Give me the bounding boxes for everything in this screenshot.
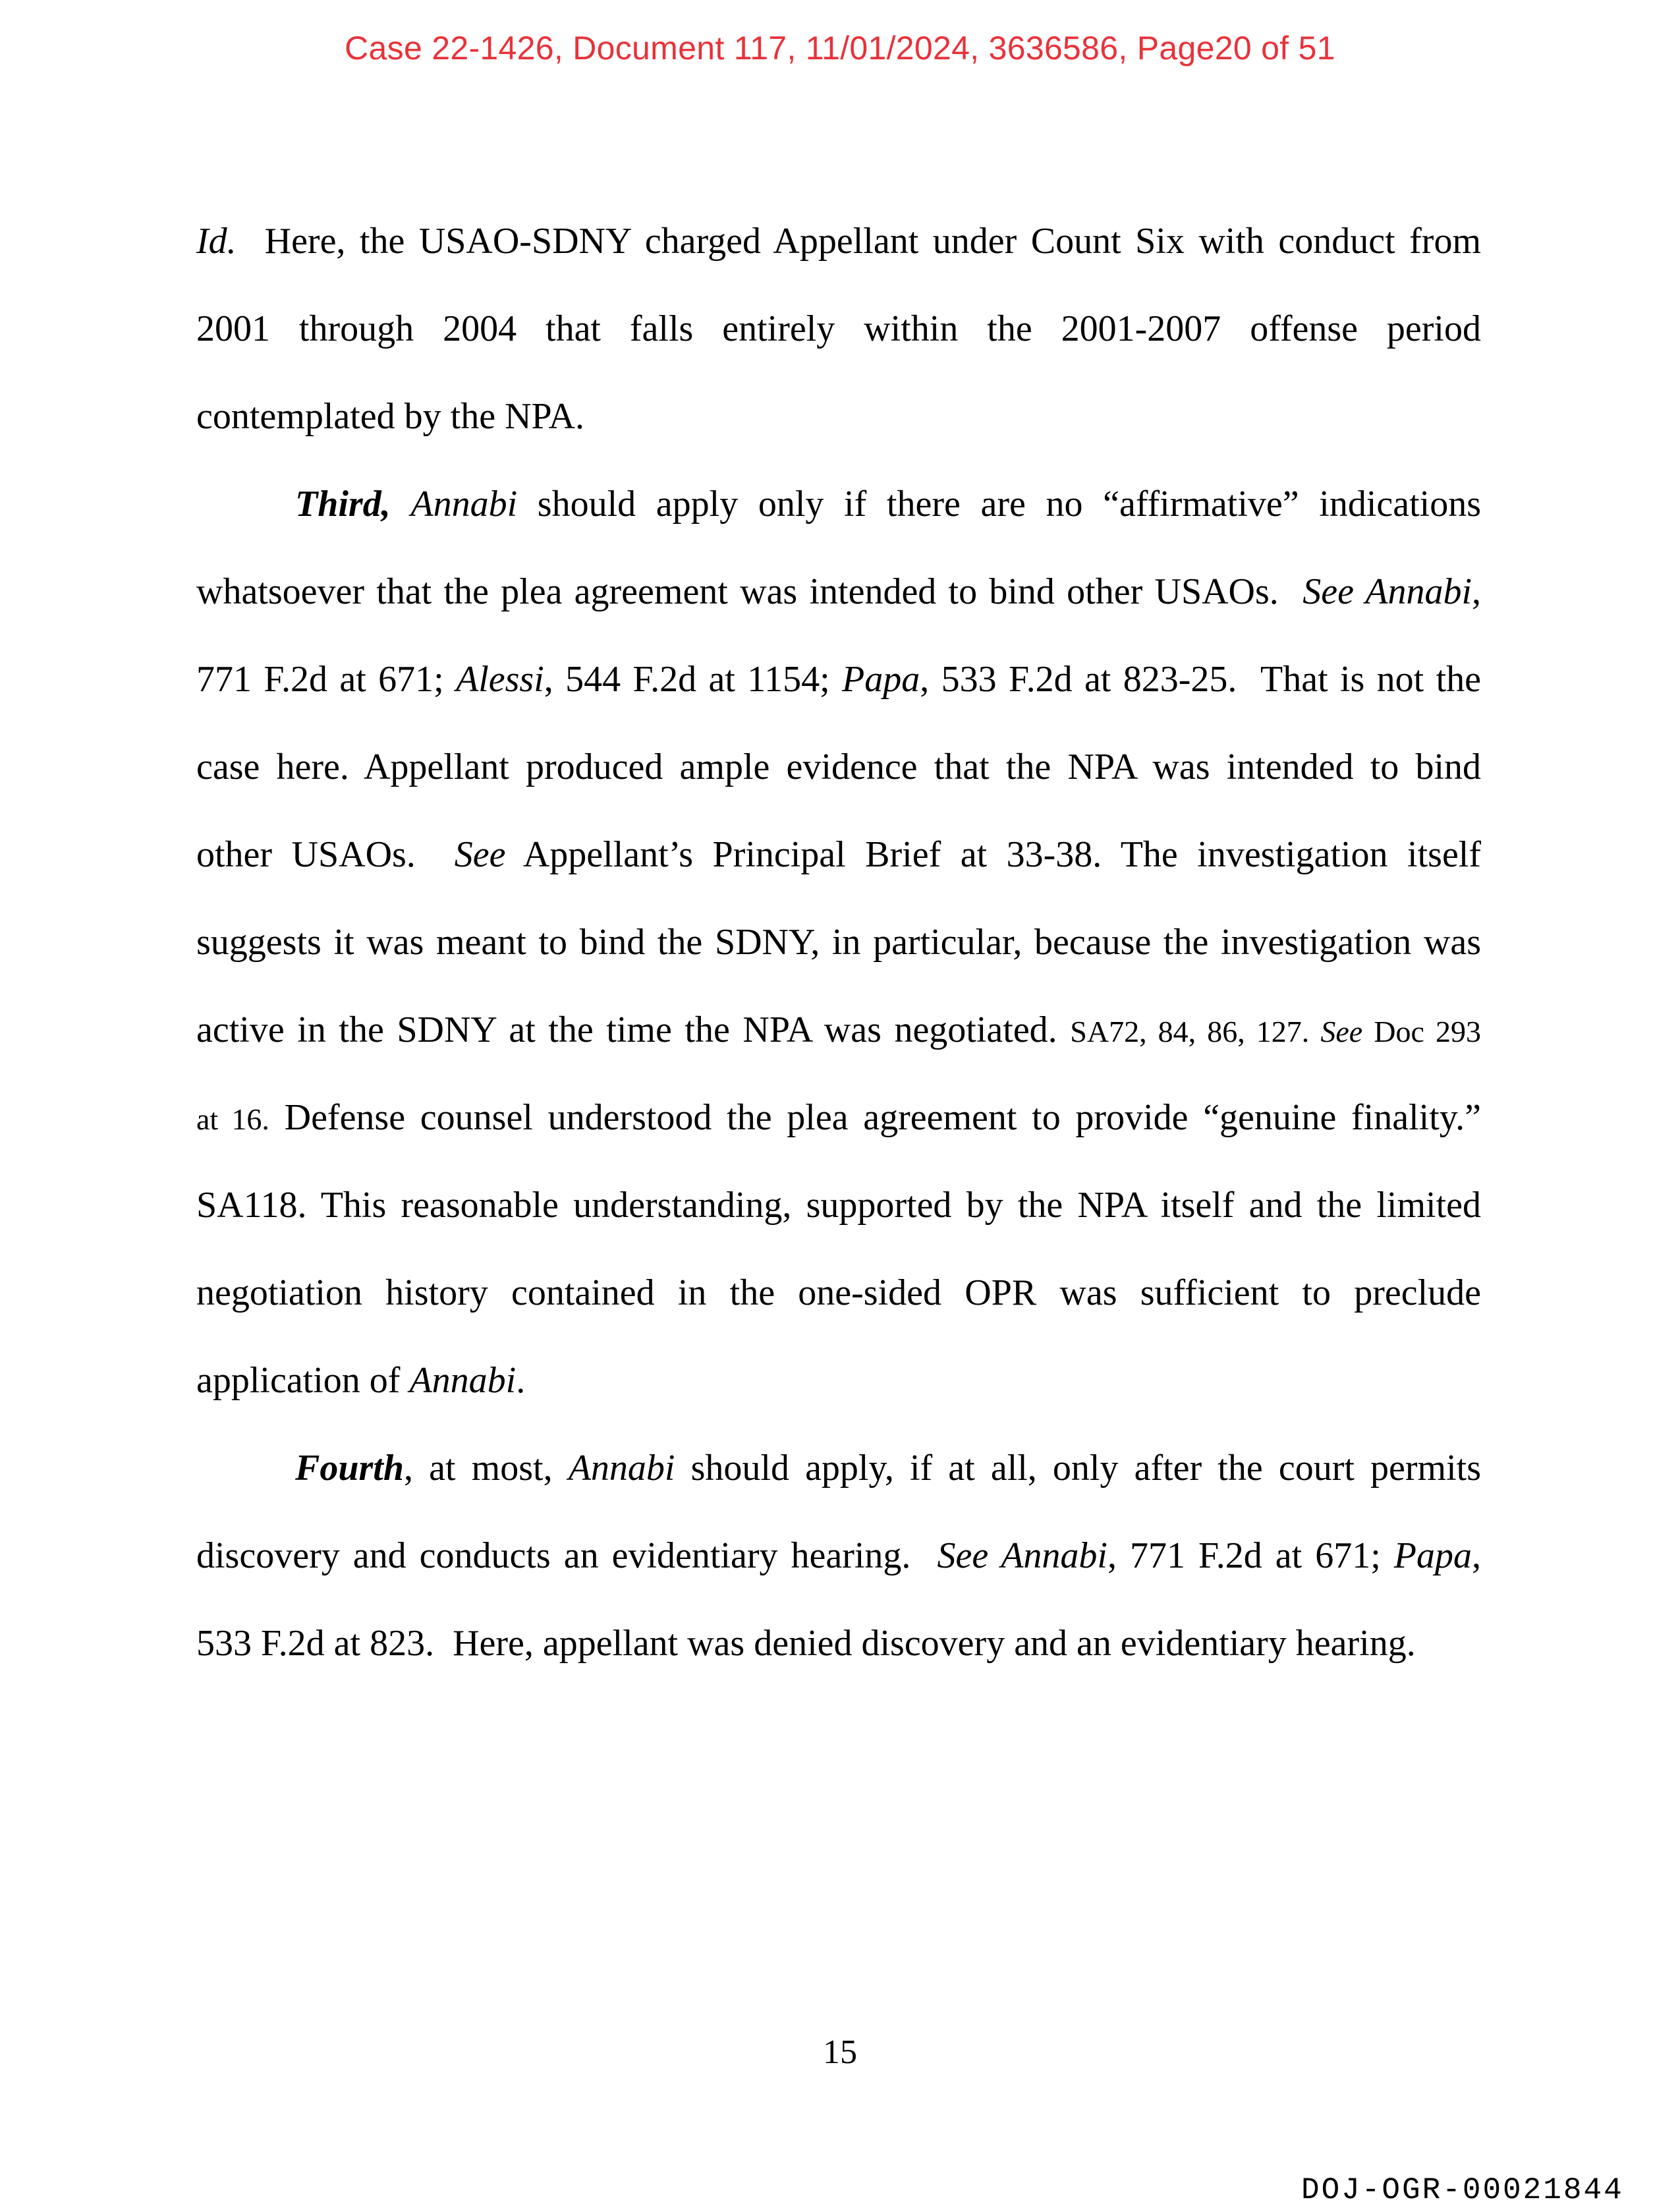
text-line	[196, 461, 1481, 548]
text-line	[196, 1337, 1481, 1425]
text-run: SA72, 84, 86, 127.	[1070, 1015, 1321, 1048]
text-line	[196, 1074, 1481, 1162]
text-run: See Annabi	[937, 1535, 1107, 1576]
case-header-stamp: Case 22-1426, Document 117, 11/01/2024, 3636586, Page20 of 51	[345, 30, 1335, 67]
text-run: at 16.	[196, 1102, 269, 1136]
text-line	[196, 1425, 1481, 1512]
text-run: contemplated by the NPA.	[196, 396, 584, 437]
body-text	[196, 198, 1481, 1687]
text-run: Alessi	[456, 659, 544, 700]
text-line	[196, 373, 1481, 461]
text-line	[196, 548, 1481, 636]
text-line	[196, 198, 1481, 285]
text-run: See Annabi	[1302, 571, 1472, 612]
text-run: Annabi	[410, 484, 518, 525]
text-run: Id.	[196, 221, 237, 262]
text-run: Papa	[1393, 1535, 1472, 1576]
text-run: 2001 through 2004 that falls entirely within the 2001-2007 offense period	[196, 308, 1481, 349]
text-run: Fourth	[295, 1448, 404, 1489]
text-run: , 533 F.2d at 823-25. That is not the	[920, 659, 1481, 700]
text-run: Third,	[295, 484, 391, 525]
text-run: Appellant’s Principal Brief at 33-38. The investigation itself	[505, 834, 1482, 875]
text-line	[196, 899, 1481, 986]
text-line	[196, 1249, 1481, 1337]
text-run: 533 F.2d at 823. Here, appellant was denied discovery and an evidentiary hearing.	[196, 1623, 1416, 1664]
text-run: Annabi	[409, 1360, 517, 1401]
text-run: ,	[1472, 1535, 1481, 1576]
text-line	[196, 723, 1481, 811]
text-run: ,	[1472, 571, 1482, 612]
text-run: suggests it was meant to bind the SDNY, in particular, because the investigation was	[196, 922, 1481, 963]
text-run: application of	[196, 1360, 410, 1401]
text-line	[196, 811, 1481, 899]
text-run: , 544 F.2d at 1154;	[544, 659, 843, 700]
text-line	[196, 636, 1481, 723]
text-line	[196, 1600, 1481, 1687]
text-run: negotiation history contained in the one-sided OPR was sufficient to preclude	[196, 1272, 1481, 1313]
text-run: Annabi	[568, 1448, 675, 1489]
text-run: Papa	[842, 659, 920, 700]
text-run: Doc 293	[1362, 1015, 1482, 1048]
text-line	[196, 986, 1481, 1074]
text-run: , at most,	[404, 1448, 569, 1489]
text-run: See	[454, 834, 506, 875]
text-run: other USAOs.	[196, 834, 455, 875]
text-line	[196, 285, 1481, 373]
text-line	[196, 1162, 1481, 1249]
text-run: 771 F.2d at 671;	[196, 659, 457, 700]
text-run: should apply, if at all, only after the court permits	[675, 1448, 1482, 1489]
text-line	[196, 1512, 1481, 1600]
text-run: should apply only if there are no “affirmative” indications	[517, 484, 1481, 525]
page-number: 15	[823, 2033, 857, 2071]
bates-number: DOJ-OGR-00021844	[1301, 2173, 1624, 2207]
text-run: SA118. This reasonable understanding, supported by the NPA itself and the limited	[196, 1185, 1481, 1226]
text-run: whatsoever that the plea agreement was intended to bind other USAOs.	[196, 571, 1303, 612]
text-run: case here. Appellant produced ample evidence that the NPA was intended to bind	[196, 747, 1481, 787]
text-run	[391, 484, 411, 525]
text-run: Here, the USAO-SDNY charged Appellant under Count Six with conduct from	[236, 221, 1481, 262]
text-run: Defense counsel understood the plea agreement to provide “genuine finality.”	[269, 1097, 1481, 1138]
text-run: active in the SDNY at the time the NPA was negotiated.	[196, 1009, 1071, 1050]
text-run: discovery and conducts an evidentiary hearing.	[196, 1535, 938, 1576]
text-run: See	[1320, 1015, 1363, 1048]
text-run: .	[516, 1360, 526, 1401]
text-run: , 771 F.2d at 671;	[1107, 1535, 1394, 1576]
